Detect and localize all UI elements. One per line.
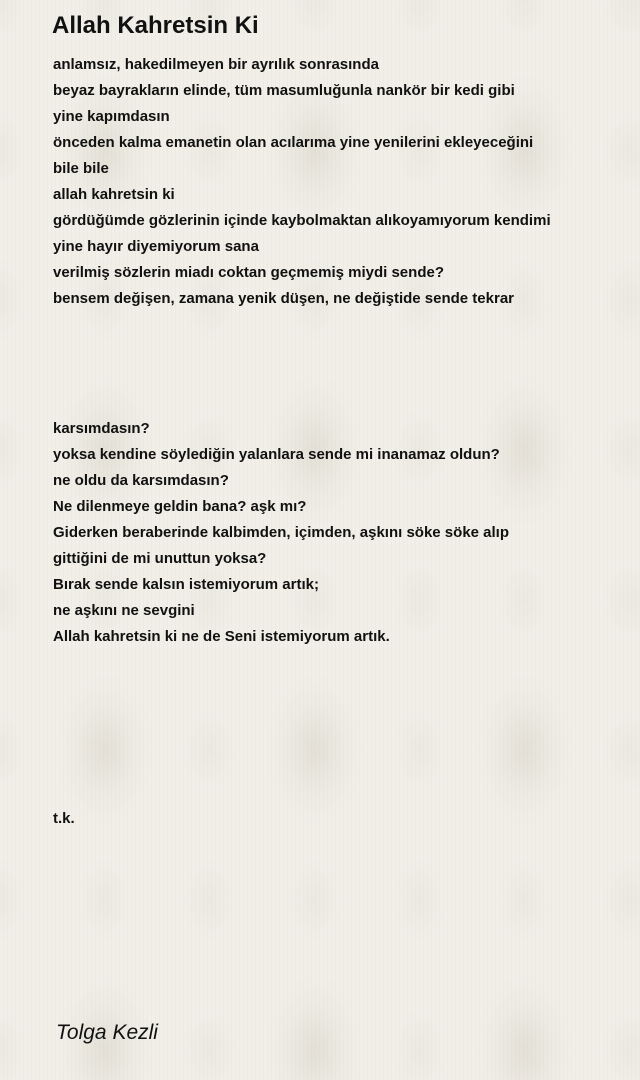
- stanza-gap: [53, 728, 633, 754]
- poem-body: [53, 52, 633, 832]
- poem-line: Allah kahretsin ki ne de Seni istemiyorum artık.: [53, 628, 390, 645]
- poem-line: gittiğini de mi unuttun yoksa?: [53, 550, 267, 567]
- poem-title: Allah Kahretsin Ki: [52, 12, 259, 39]
- poem-line: verilmiş sözlerin miadı coktan geçmemiş miydi sende?: [53, 264, 444, 281]
- poem-line: gördüğümde gözlerinin içinde kaybolmaktan alıkoyamıyorum kendimi: [53, 212, 551, 229]
- poem-line: beyaz bayrakların elinde, tüm masumluğunla nankör bir kedi gibi: [53, 82, 515, 99]
- poem-line: anlamsız, hakedilmeyen bir ayrılık sonrasında: [53, 56, 379, 73]
- poem-signature: t.k.: [53, 810, 75, 827]
- poem-line: yine kapımdasın: [53, 108, 170, 125]
- stanza-gap: [53, 364, 633, 390]
- poem-line: karsımdasın?: [53, 420, 150, 437]
- stanza-gap: [53, 702, 633, 728]
- poem-line: önceden kalma emanetin olan acılarıma yine yenilerini ekleyeceğini: [53, 134, 534, 151]
- stanza-gap: [53, 754, 633, 780]
- poem-line: Bırak sende kalsın istemiyorum artık;: [53, 576, 319, 593]
- poem-line: Ne dilenmeye geldin bana? aşk mı?: [53, 498, 307, 515]
- stanza-gap: [53, 650, 633, 676]
- poem-line: bensem değişen, zamana yenik düşen, ne değiştide sende tekrar: [53, 290, 515, 307]
- stanza-gap: [53, 676, 633, 702]
- poem-line: Giderken beraberinde kalbimden, içimden, aşkını söke söke alıp: [53, 524, 510, 541]
- poem-line: allah kahretsin ki: [53, 186, 175, 203]
- stanza-gap: [53, 338, 633, 364]
- stanza-gap: [53, 390, 633, 416]
- poem-line: yoksa kendine söylediğin yalanlara sende mi inanamaz oldun?: [53, 446, 500, 463]
- poem-line: bile bile: [53, 160, 109, 177]
- poem-line: yine hayır diyemiyorum sana: [53, 238, 259, 255]
- stanza-gap: [53, 312, 633, 338]
- stanza-gap: [53, 780, 633, 806]
- poem-line: ne aşkını ne sevgini: [53, 602, 195, 619]
- poem-author: Tolga Kezli: [56, 1021, 158, 1044]
- poem-line: ne oldu da karsımdasın?: [53, 472, 229, 489]
